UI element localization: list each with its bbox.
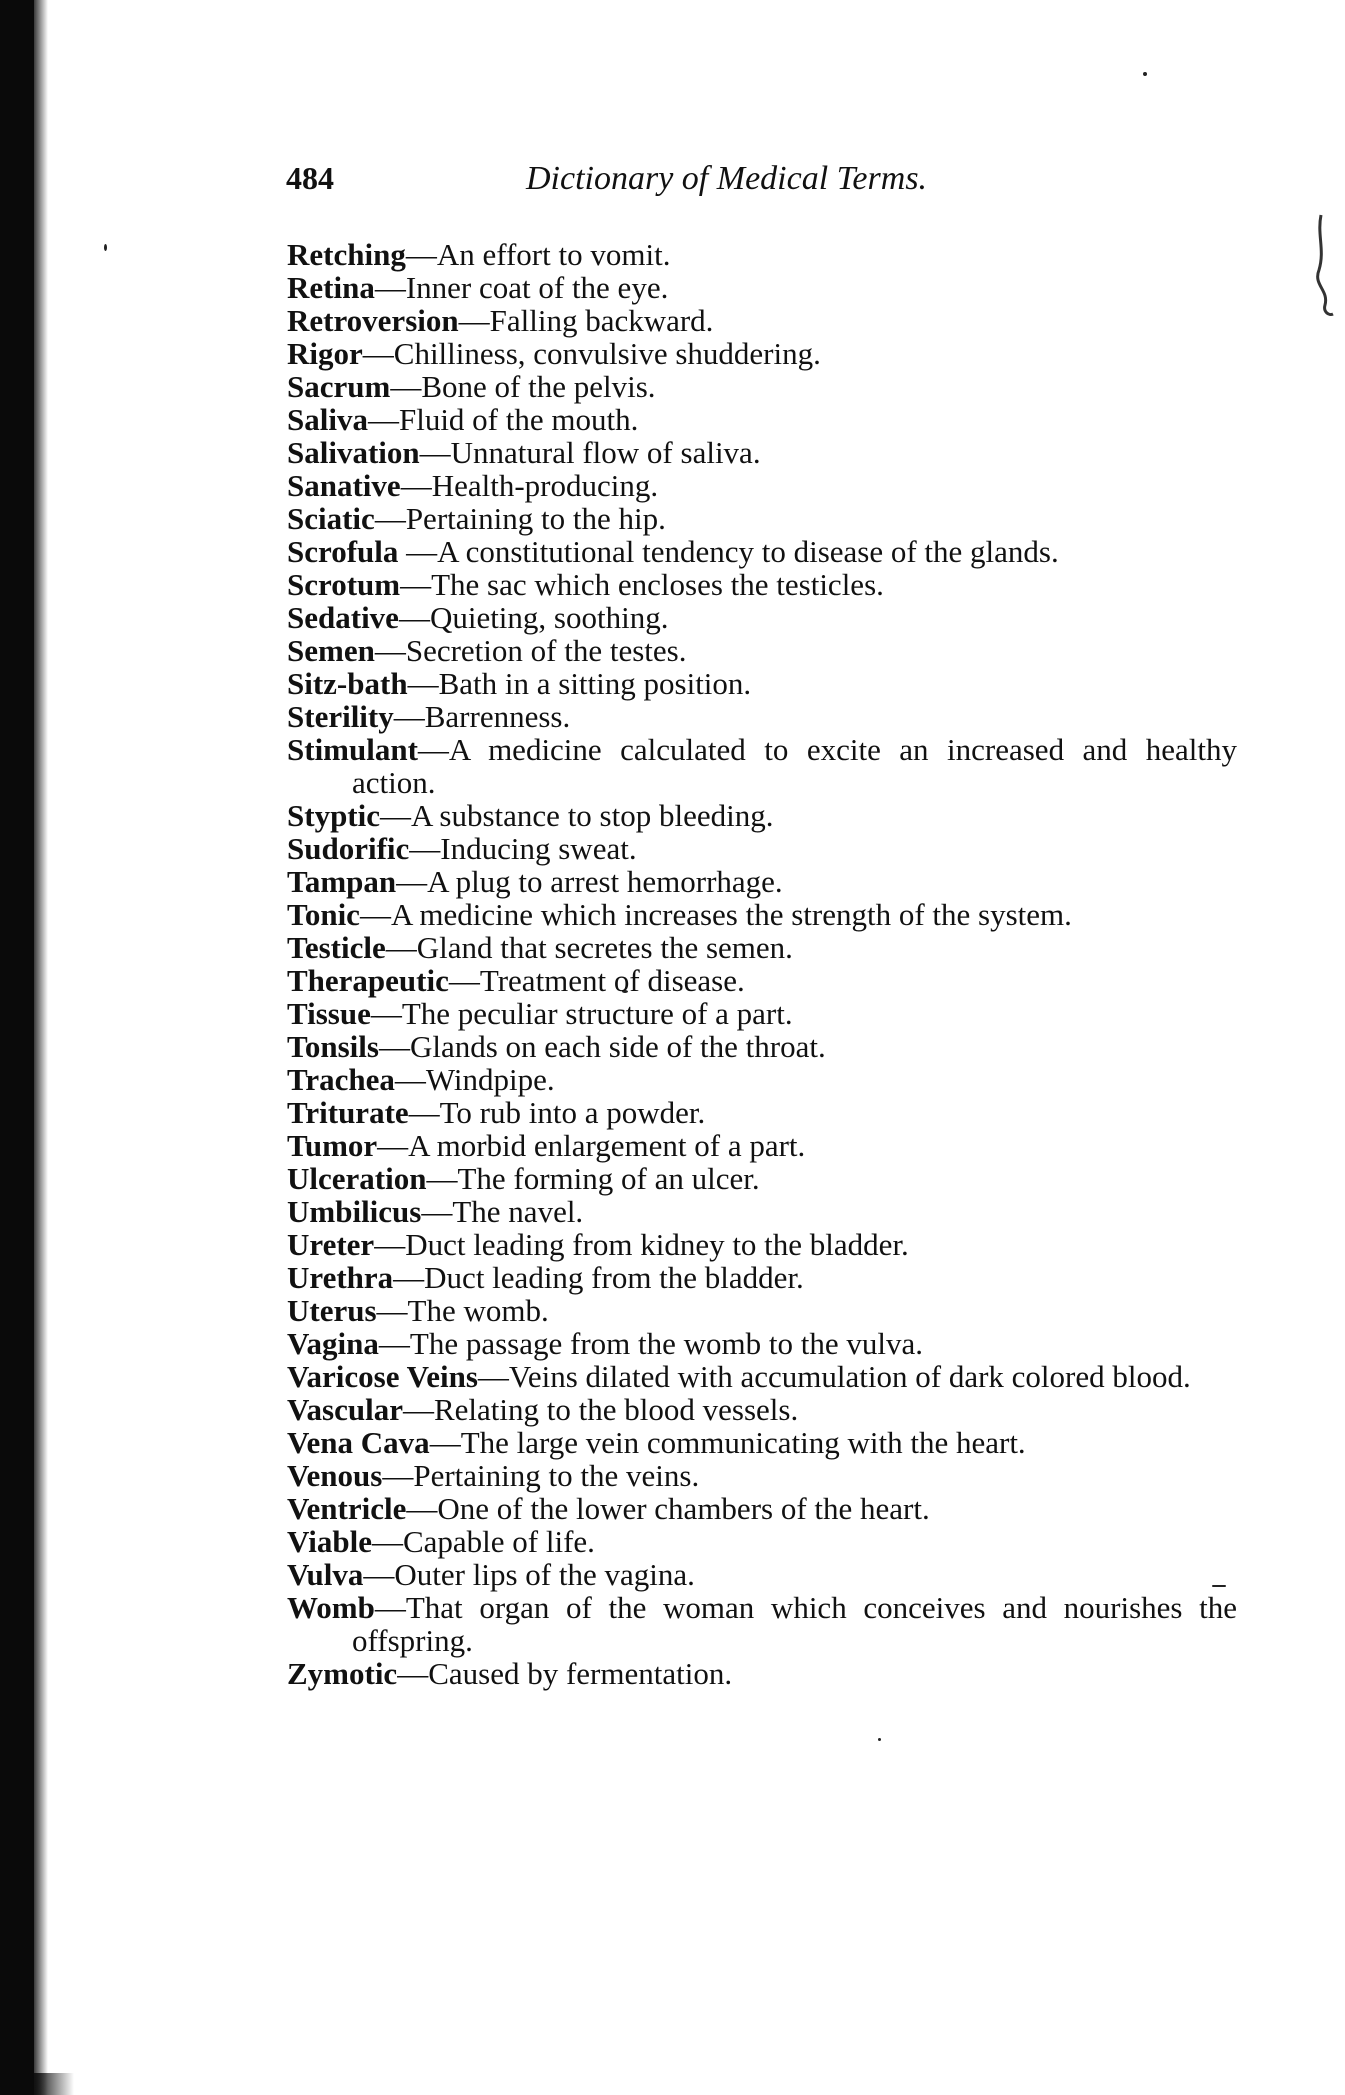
dictionary-entry (287, 1525, 1237, 1558)
entry-dash: — (406, 1491, 438, 1526)
binding-shadow (34, 0, 48, 2095)
entry-definition: Capable of life. (402, 1524, 595, 1559)
entry-term: Retina (287, 270, 375, 305)
entry-dash: — (393, 699, 425, 734)
entry-dash: — (419, 435, 451, 470)
entry-definition: That organ of the woman which conceives and nourishes the offspring. (352, 1590, 1237, 1658)
entry-definition: A medicine which increases the strength of the system. (390, 897, 1072, 932)
ink-speck (878, 1738, 881, 1741)
entry-definition: Duct leading from the bladder. (424, 1260, 804, 1295)
entry-term: Ureter (287, 1227, 375, 1262)
entry-definition: A morbid enlargement of a part. (408, 1128, 806, 1163)
entry-dash: — (371, 1524, 403, 1559)
dictionary-entry (287, 1261, 1237, 1294)
entry-term: Sitz-bath (287, 666, 408, 701)
dictionary-entry (287, 403, 1237, 436)
binding-foot-shadow (34, 2073, 74, 2095)
entry-definition: Caused by fermentation. (428, 1656, 733, 1691)
dictionary-entry (287, 1591, 1237, 1657)
entry-definition: Unnatural flow of saliva. (450, 435, 761, 470)
entry-dash: — (396, 864, 428, 899)
entry-definition: A substance to stop bleeding. (411, 798, 774, 833)
entry-dash: — (407, 666, 439, 701)
entry-term: Testicle (287, 930, 386, 965)
entry-dash: — (458, 303, 490, 338)
entry-term: Womb (287, 1590, 375, 1625)
dictionary-entry (287, 1393, 1237, 1426)
entry-dash: — (477, 1359, 509, 1394)
entry-term: Scrotum (287, 567, 401, 602)
entry-term: Sciatic (287, 501, 375, 536)
entry-dash: — (382, 1458, 414, 1493)
dictionary-entry (287, 1657, 1237, 1690)
dictionary-entry (287, 865, 1237, 898)
entry-definition: Veins dilated with accumulation of dark colored blood. (508, 1359, 1191, 1394)
entry-term: Vascular (287, 1392, 403, 1427)
entry-definition: Windpipe. (425, 1062, 555, 1097)
entry-dash: — (374, 1227, 406, 1262)
entry-term: Varicose Veins (287, 1359, 478, 1394)
entry-term: Styptic (287, 798, 380, 833)
dictionary-entry (287, 1129, 1237, 1162)
entry-dash: — (359, 897, 391, 932)
entry-definition: Treatment of disease. (479, 963, 745, 998)
entry-dash: — (402, 1392, 434, 1427)
dictionary-entry (287, 1063, 1237, 1096)
dictionary-entry (287, 1327, 1237, 1360)
dictionary-entry (287, 1030, 1237, 1063)
entry-definition: The forming of an ulcer. (457, 1161, 760, 1196)
entry-dash: — (421, 1194, 453, 1229)
entry-term: Ventricle (287, 1491, 407, 1526)
dictionary-entry (287, 931, 1237, 964)
dictionary-entry (287, 271, 1237, 304)
entry-term: Vena Cava (287, 1425, 430, 1460)
dictionary-entry (287, 1294, 1237, 1327)
entry-term: Trachea (287, 1062, 395, 1097)
entry-definition: Relating to the blood vessels. (433, 1392, 799, 1427)
entry-dash: — (409, 831, 441, 866)
entry-term: Ulceration (287, 1161, 427, 1196)
dictionary-entry (287, 1096, 1237, 1129)
entry-dash: — (380, 798, 411, 833)
entry-definition: Health-producing. (431, 468, 659, 503)
entry-dash: — (400, 468, 432, 503)
entry-term: Venous (287, 1458, 383, 1493)
entry-term: Urethra (287, 1260, 394, 1295)
dictionary-entry (287, 535, 1237, 568)
entry-definition: Glands on each side of the throat. (409, 1029, 826, 1064)
dictionary-entry (287, 502, 1237, 535)
entry-definition: The passage from the womb to the vulva. (409, 1326, 923, 1361)
entry-term: Retroversion (287, 303, 459, 338)
entry-dash: — (398, 600, 430, 635)
entry-definition: Barrenness. (424, 699, 571, 734)
ink-speck (104, 244, 107, 251)
entry-term: Vulva (287, 1557, 364, 1592)
entry-term: Uterus (287, 1293, 377, 1328)
entry-term: Saliva (287, 402, 368, 437)
dictionary-entry (287, 1195, 1237, 1228)
entry-definition: Fluid of the mouth. (398, 402, 639, 437)
entry-dash: — (374, 501, 406, 536)
entry-term: Tumor (287, 1128, 378, 1163)
entry-definition: Inducing sweat. (440, 831, 637, 866)
entry-definition: Gland that secretes the semen. (416, 930, 793, 965)
dictionary-entry (287, 832, 1237, 865)
entry-definition: Chilliness, convulsive shuddering. (393, 336, 821, 371)
entry-definition: Pertaining to the hip. (405, 501, 666, 536)
entry-term: Stimulant (287, 732, 418, 767)
entry-definition: Bone of the pelvis. (421, 369, 656, 404)
entry-dash: — (376, 1293, 408, 1328)
entry-term: Salivation (287, 435, 420, 470)
entry-dash: — (394, 1062, 426, 1097)
dictionary-entry (287, 568, 1237, 601)
entry-term: Sterility (287, 699, 394, 734)
entry-definition: Pertaining to the veins. (413, 1458, 700, 1493)
entry-definition: To rub into a powder. (439, 1095, 706, 1130)
entry-definition: The sac which encloses the testicles. (431, 567, 884, 602)
entry-definition: Quieting, soothing. (429, 600, 669, 635)
entry-definition: The navel. (452, 1194, 584, 1229)
entry-definition: The large vein communicating with the heart. (460, 1425, 1026, 1460)
dictionary-entry (287, 634, 1237, 667)
entry-dash: — (374, 270, 406, 305)
entry-definition: Outer lips of the vagina. (394, 1557, 695, 1592)
dictionary-entry (287, 997, 1237, 1030)
entry-dash: — (390, 369, 422, 404)
entry-dash: — (397, 1656, 429, 1691)
dictionary-entry (287, 436, 1237, 469)
entry-term: Vagina (287, 1326, 379, 1361)
entry-dash: — (426, 1161, 458, 1196)
entry-term: Sacrum (287, 369, 391, 404)
entry-dash: — (362, 336, 394, 371)
entry-dash: — (400, 567, 432, 602)
entry-term: Viable (287, 1524, 372, 1559)
dictionary-entry (287, 304, 1237, 337)
dictionary-entry (287, 1426, 1237, 1459)
entry-term: Umbilicus (287, 1194, 422, 1229)
entry-definition: Inner coat of the eye. (405, 270, 669, 305)
entry-term: Rigor (287, 336, 363, 371)
dictionary-entry (287, 1360, 1237, 1393)
margin-ink-mark (1299, 210, 1339, 320)
entry-definition: Bath in a sitting position. (438, 666, 752, 701)
entry-definition: A plug to arrest hemorrhage. (427, 864, 783, 899)
dictionary-entry (287, 1228, 1237, 1261)
entry-definition: One of the lower chambers of the heart. (437, 1491, 930, 1526)
dictionary-entry (287, 370, 1237, 403)
entry-term: Sudorific (287, 831, 410, 866)
entry-definition: Falling backward. (489, 303, 714, 338)
dictionary-entry (287, 1492, 1237, 1525)
entry-term: Tampan (287, 864, 397, 899)
entry-dash: — (374, 1590, 406, 1625)
entry-term: Sedative (287, 600, 399, 635)
book-binding-edge (0, 0, 34, 2095)
entry-dash: — (363, 1557, 395, 1592)
entry-definition: Duct leading from kidney to the bladder. (405, 1227, 909, 1262)
dictionary-entry (287, 700, 1237, 733)
entry-term: Tonic (287, 897, 360, 932)
entry-term: Sanative (287, 468, 401, 503)
entry-term: Tissue (287, 996, 371, 1031)
dictionary-entry (287, 733, 1237, 799)
dictionary-entry (287, 799, 1237, 832)
entry-term: Retching (287, 237, 406, 272)
dictionary-entry (287, 898, 1237, 931)
entry-dash: — (398, 534, 438, 569)
page-number: 484 (286, 160, 334, 196)
entry-dash: — (417, 732, 449, 767)
dictionary-entry (287, 1558, 1237, 1591)
entry-dash: — (408, 1095, 440, 1130)
entry-definition: The womb. (407, 1293, 549, 1328)
entry-term: Zymotic (287, 1656, 398, 1691)
dictionary-entry (287, 1459, 1237, 1492)
entry-dash: — (393, 1260, 425, 1295)
entry-definition: The peculiar structure of a part. (401, 996, 793, 1031)
entry-dash: — (385, 930, 417, 965)
entry-dash: — (429, 1425, 461, 1460)
entry-term: Scrofula (287, 534, 399, 569)
dictionary-entry-list (287, 238, 1237, 1690)
dictionary-entry (287, 667, 1237, 700)
dictionary-entry (287, 601, 1237, 634)
entry-dash: — (370, 996, 402, 1031)
dictionary-entry (287, 1162, 1237, 1195)
entry-definition: Secretion of the testes. (405, 633, 687, 668)
entry-dash: — (377, 1128, 409, 1163)
entry-term: Tonsils (287, 1029, 379, 1064)
entry-dash: — (378, 1029, 410, 1064)
entry-definition: A constitutional tendency to disease of the glands. (437, 534, 1059, 569)
entry-dash: — (367, 402, 399, 437)
dictionary-entry (287, 337, 1237, 370)
entry-dash: — (374, 633, 406, 668)
entry-definition: An effort to vomit. (436, 237, 671, 272)
entry-dash: — (378, 1326, 410, 1361)
dictionary-entry (287, 964, 1237, 997)
dictionary-entry (287, 469, 1237, 502)
entry-term: Triturate (287, 1095, 409, 1130)
dictionary-entry (287, 238, 1237, 271)
running-header (286, 160, 1046, 210)
ink-speck (1143, 72, 1147, 76)
entry-term: Therapeutic (287, 963, 449, 998)
entry-dash: — (448, 963, 480, 998)
entry-definition: A medicine calculated to excite an increased and healthy action. (352, 732, 1237, 800)
running-title: Dictionary of Medical Terms. (526, 160, 928, 197)
entry-dash: — (405, 237, 437, 272)
entry-term: Semen (287, 633, 375, 668)
